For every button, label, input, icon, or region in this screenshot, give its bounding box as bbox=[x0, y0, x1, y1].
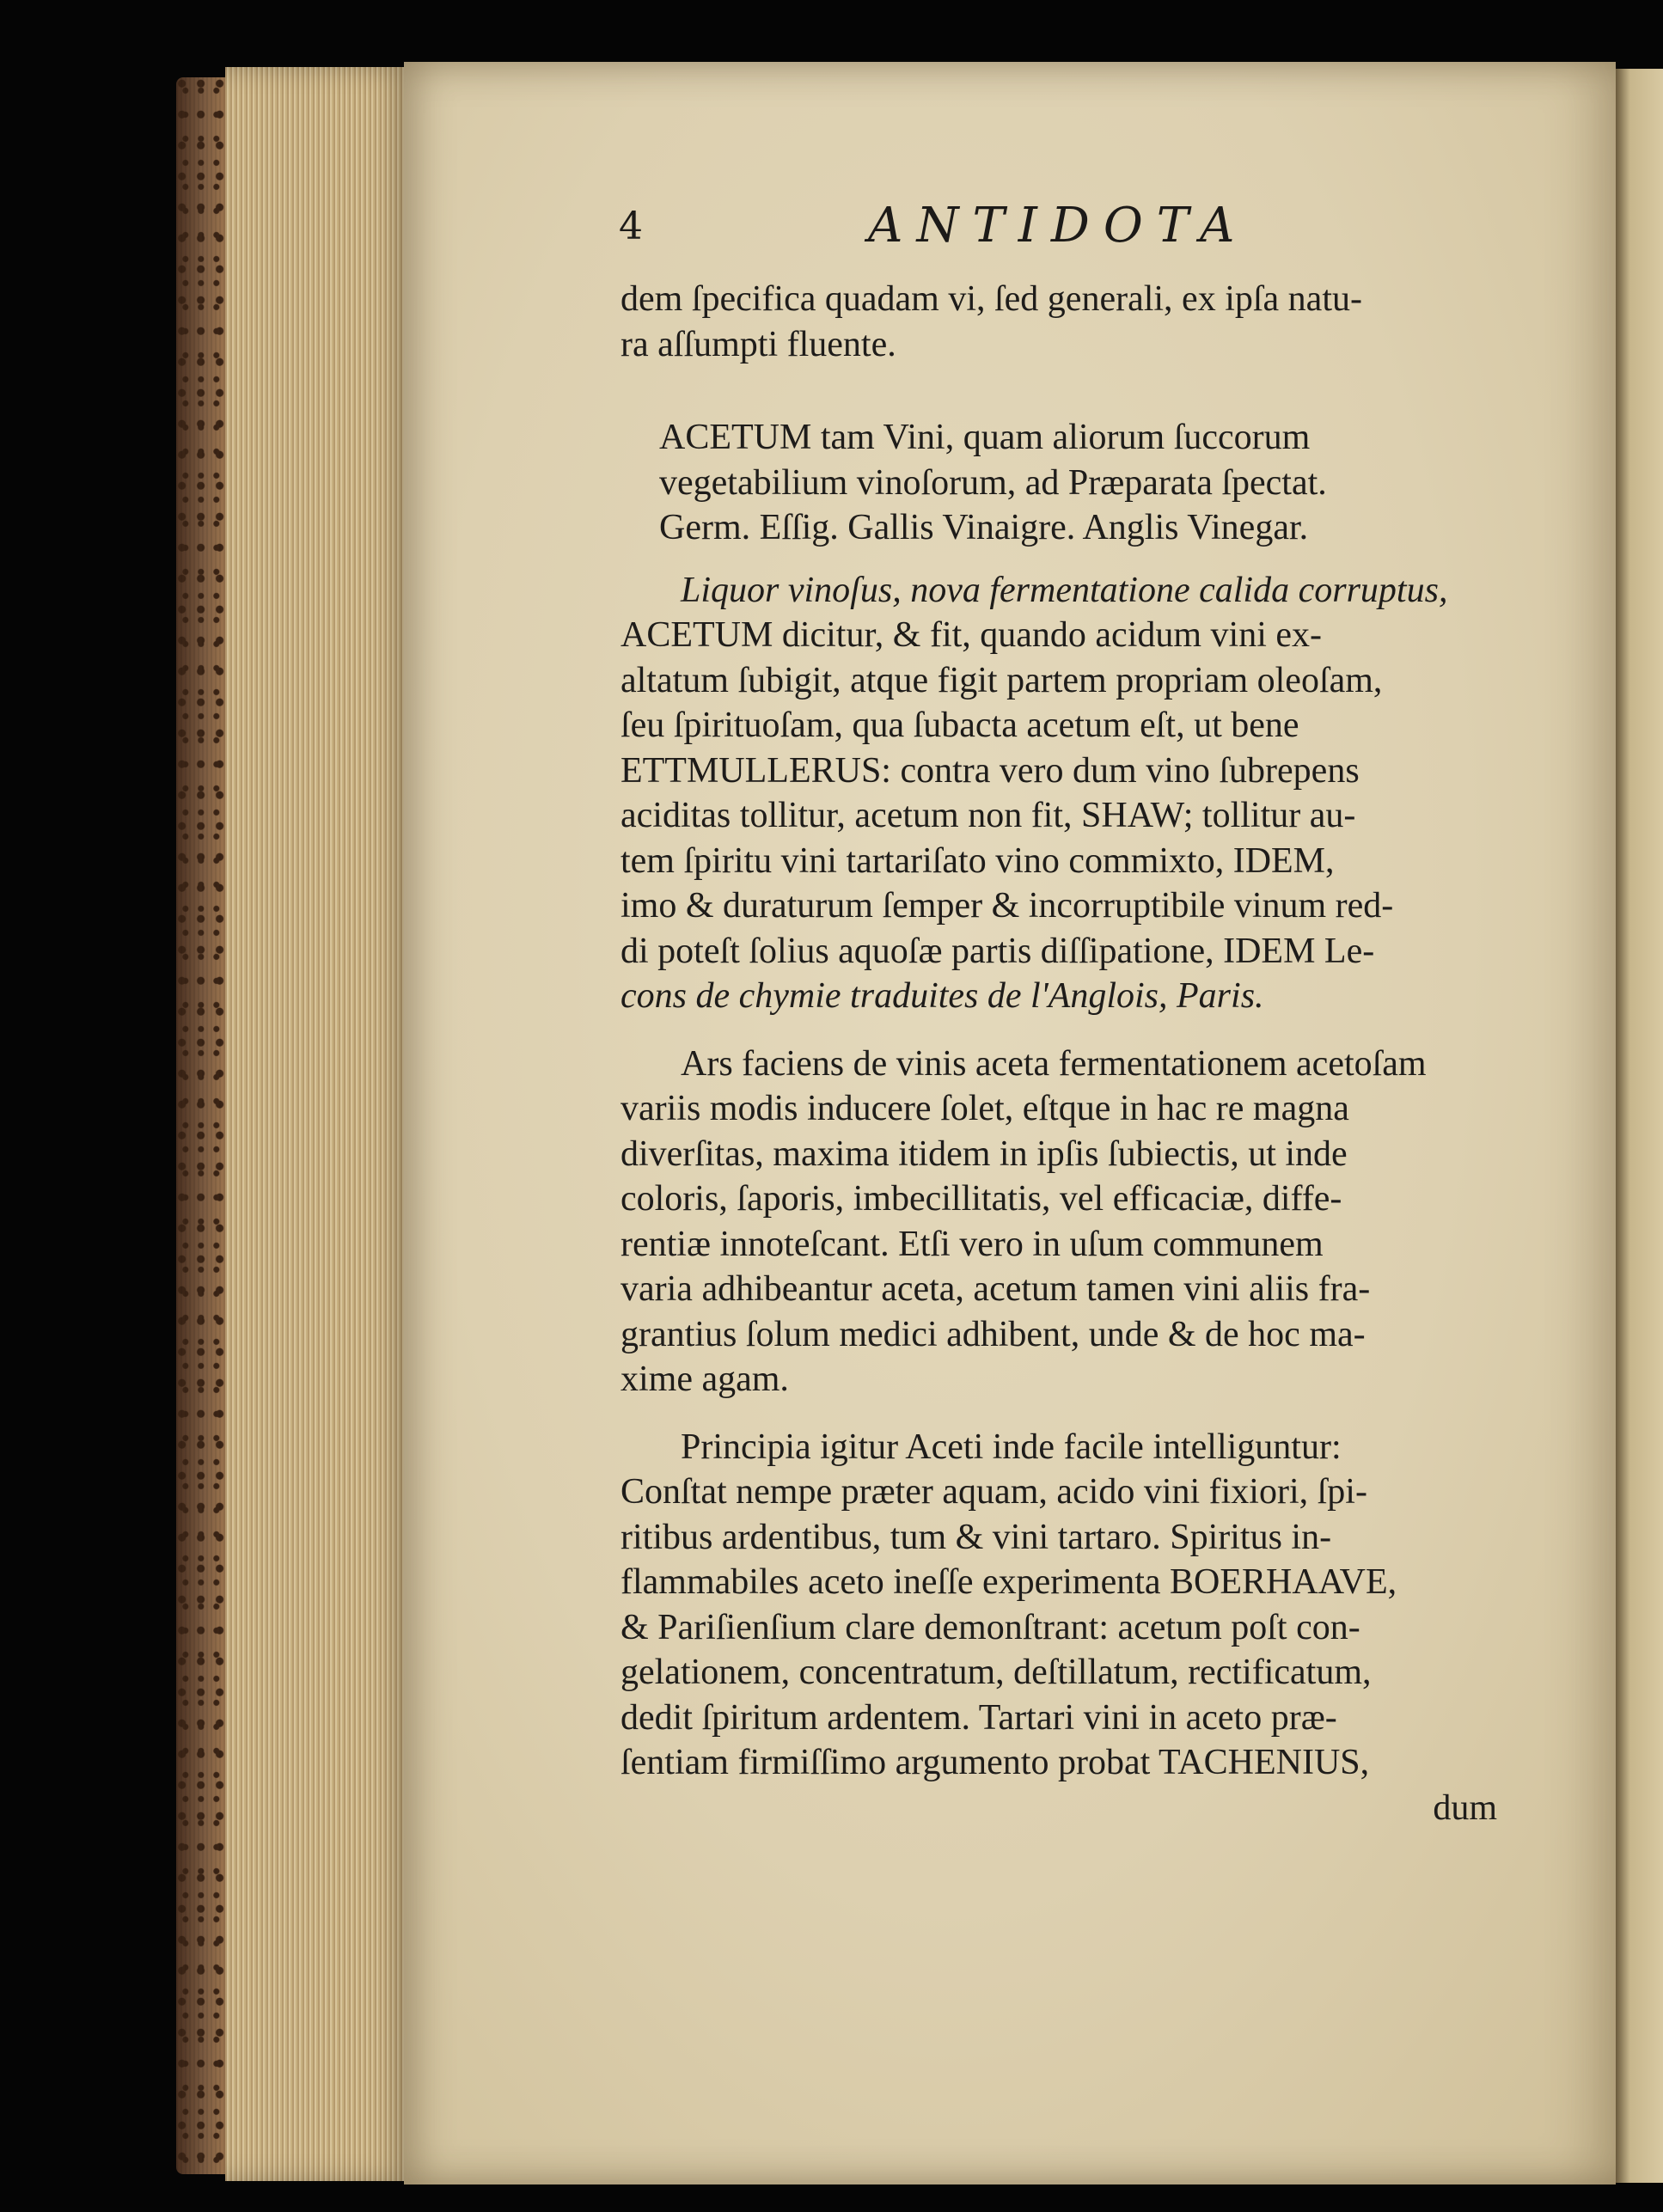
catchword: dum bbox=[1433, 1787, 1497, 1828]
text-line: & Pariſienſium clare demonſtrant: acetum poſt con- bbox=[621, 1607, 1360, 1647]
text-line: diverſitas, maxima itidem in ipſis ſubiectis, ut inde bbox=[621, 1133, 1348, 1174]
paragraph bbox=[621, 568, 1497, 1019]
page-number: 4 bbox=[619, 205, 643, 248]
paragraph bbox=[621, 277, 1497, 367]
text-line: gelationem, concentratum, deſtillatum, rectificatum, bbox=[621, 1653, 1372, 1692]
text-line: ritibus ardentibus, tum & vini tartaro. Spiritus in- bbox=[621, 1517, 1332, 1557]
running-title: ANTIDOTA bbox=[868, 198, 1249, 254]
text-line: cons de chymie traduites de l'Anglois, Paris. bbox=[621, 976, 1264, 1016]
text-line: ACETUM tam Vini, quam aliorum ſuccorum bbox=[659, 418, 1311, 457]
text-line: di poteſt ſolius aquoſæ partis diſſipatione, IDEM Le- bbox=[621, 931, 1375, 971]
text-line: altatum ſubigit, atque figit partem propriam oleoſam, bbox=[621, 660, 1383, 700]
text-line: dem ſpecifica quadam vi, ſed generali, ex ipſa natu- bbox=[621, 279, 1362, 319]
paragraph-gap bbox=[621, 551, 1497, 568]
text-line: flammabiles aceto ineſſe experimenta BOERHAAVE, bbox=[621, 1562, 1397, 1602]
text-line: Ars faciens de vinis aceta fermentationem acetoſam bbox=[681, 1043, 1427, 1084]
text-line: vegetabilium vinoſorum, ad Præparata ſpectat. bbox=[659, 462, 1327, 503]
page-header bbox=[619, 198, 1478, 266]
text-line: Liquor vinoſus, nova fermentatione calida corruptus, bbox=[681, 570, 1448, 610]
text-line: imo & duraturum ſemper & incorruptibile vinum red- bbox=[621, 886, 1394, 926]
text-line: Principia igitur Aceti inde facile intelliguntur: bbox=[681, 1427, 1342, 1467]
text-line: ſeu ſpirituoſam, qua ſubacta acetum eſt, ut bene bbox=[621, 706, 1299, 745]
text-line: xime agam. bbox=[621, 1360, 789, 1399]
page-body-text bbox=[621, 277, 1497, 1830]
paragraph bbox=[621, 1042, 1497, 1402]
text-line: ra aſſumpti fluente. bbox=[621, 324, 896, 364]
paragraph-gap bbox=[621, 1402, 1497, 1425]
paragraph-gap bbox=[621, 367, 1497, 415]
facing-page-edge bbox=[1616, 69, 1663, 2183]
text-line: varia adhibeantur aceta, acetum tamen vini aliis fra- bbox=[621, 1269, 1371, 1309]
text-line: rentiæ innoteſcant. Etſi vero in uſum communem bbox=[621, 1224, 1324, 1264]
text-line: ſentiam firmiſſimo argumento probat TACHENIUS, bbox=[621, 1743, 1370, 1782]
paragraph bbox=[621, 1425, 1497, 1786]
text-line: ETTMULLERUS: contra vero dum vino ſubrepens bbox=[621, 750, 1360, 791]
page-stack-edge bbox=[225, 67, 414, 2181]
text-line: Conſtat nempe præter aquam, acido vini fixiori, ſpi- bbox=[621, 1472, 1367, 1512]
text-line: tem ſpiritu vini tartariſato vino commixto, IDEM, bbox=[621, 840, 1335, 881]
text-line: grantius ſolum medici adhibent, unde & de hoc ma- bbox=[621, 1314, 1366, 1354]
paragraph-gap bbox=[621, 1019, 1497, 1042]
text-line: coloris, ſaporis, imbecillitatis, vel efficaciæ, diffe- bbox=[621, 1179, 1342, 1219]
text-line: ACETUM dicitur, & fit, quando acidum vini ex- bbox=[621, 615, 1323, 655]
text-line: variis modis inducere ſolet, eſtque in hac re magna bbox=[621, 1089, 1349, 1128]
text-line: Germ. Eſſig. Gallis Vinaigre. Anglis Vinegar. bbox=[659, 508, 1309, 547]
paragraph bbox=[621, 415, 1497, 551]
text-line: dedit ſpiritum ardentem. Tartari vini in aceto præ- bbox=[621, 1697, 1337, 1738]
text-line: aciditas tollitur, acetum non fit, SHAW; tollitur au- bbox=[621, 796, 1356, 835]
